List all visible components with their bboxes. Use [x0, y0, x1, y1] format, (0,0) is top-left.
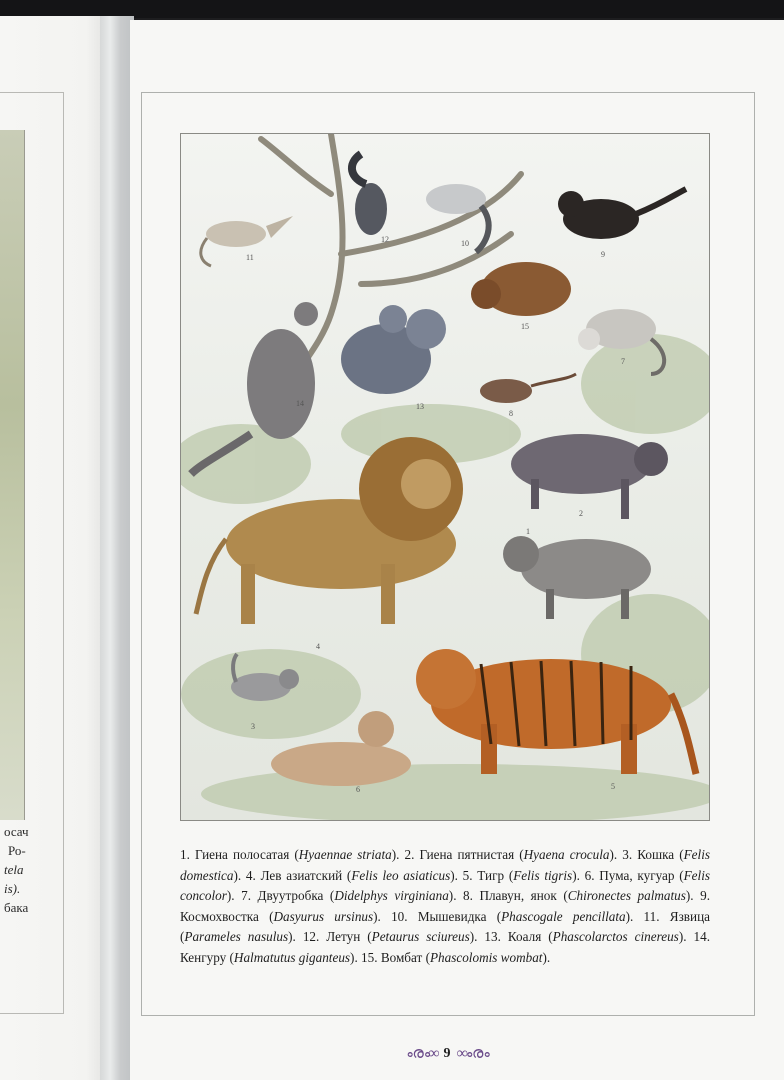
figure-number-14: 14 [296, 399, 304, 408]
figure-number-5: 5 [611, 782, 615, 791]
figure-number-10: 10 [461, 239, 469, 248]
book-gutter [100, 16, 134, 1080]
caption-scientific-name: Felis concolor [180, 867, 710, 904]
figure-number-2: 2 [579, 509, 583, 518]
figure-number-12: 12 [381, 235, 389, 244]
caption-text: ). 13. Коаля ( [469, 929, 553, 945]
ornament-right-icon: ∞ൟ [456, 1045, 488, 1062]
caption-scientific-name: Halmatutus giganteus [233, 949, 351, 965]
caption-scientific-name: Hyaennae striata [298, 847, 392, 862]
caption-scientific-name: Parameles nasulus [184, 929, 289, 945]
animal-plate-illustration [180, 133, 710, 821]
caption-text: ). 5. Тигр ( [450, 867, 514, 883]
caption-text: ). 7. Двуутробка ( [226, 888, 335, 904]
caption-scientific-name: Phascogale pencillata [501, 908, 626, 924]
caption-scientific-name: Petaurus sciureus [371, 929, 470, 945]
figure-number-13: 13 [416, 402, 424, 411]
caption-text: 1. Гиена полосатая ( [180, 847, 299, 862]
caption-text: ). 15. Вомбат ( [350, 949, 430, 965]
caption-scientific-name: Didelphys virginiana [334, 888, 449, 904]
caption-text: ). 4. Лев азиатский ( [233, 867, 352, 883]
caption-scientific-name: Felis tigris [513, 867, 573, 883]
caption-scientific-name: Phascolomis wombat [429, 949, 543, 965]
left-caption-line: is). [4, 881, 21, 896]
figure-number-15: 15 [521, 322, 529, 331]
left-caption-line: Ро- [8, 843, 26, 858]
figure-number-8: 8 [509, 409, 513, 418]
caption-text: ). 10. Мышевидка ( [373, 908, 502, 924]
page-footer [388, 1042, 506, 1066]
figure-number-4: 4 [316, 642, 320, 651]
caption-scientific-name: Felis domestica [180, 847, 710, 883]
figure-number-9: 9 [601, 250, 605, 259]
caption-text: ). [542, 949, 551, 965]
caption-text: ). 9. Космохвостка ( [180, 888, 710, 924]
figure-number-11: 11 [246, 253, 254, 262]
figure-number-1: 1 [526, 527, 530, 536]
caption-scientific-name: Phascolarctos cinereus [552, 929, 679, 945]
plate-caption [180, 845, 710, 969]
page-number: 9 [443, 1046, 451, 1061]
ornament-left-icon: ൟ∞ [406, 1045, 438, 1062]
left-caption-line: бака [4, 900, 29, 915]
caption-text: ). 11. Язвица ( [180, 908, 711, 945]
left-page-illustration [0, 130, 25, 820]
caption-scientific-name: Hyaena crocula [523, 847, 610, 862]
caption-text: ). 8. Плавун, янок ( [448, 888, 568, 904]
figure-number-6: 6 [356, 785, 360, 794]
caption-text: ). 14. Кенгуру ( [180, 929, 710, 965]
caption-scientific-name: Felis leo asiaticus [351, 867, 451, 883]
plate-artwork [181, 134, 709, 820]
figure-number-3: 3 [251, 722, 255, 731]
caption-scientific-name: Dasyurus ursinus [273, 908, 374, 924]
caption-text: ). 2. Гиена пятнистая ( [391, 847, 524, 862]
caption-text: ). 6. Пума, кугуар ( [572, 867, 684, 883]
caption-scientific-name: Chironectes palmatus [567, 888, 686, 904]
caption-text: ). 3. Кошка ( [609, 847, 684, 862]
figure-number-7: 7 [621, 357, 625, 366]
left-page-caption [0, 822, 29, 917]
left-caption-line: осач [4, 824, 29, 839]
caption-text: ). 12. Летун ( [288, 929, 372, 945]
left-caption-line: tela [4, 862, 24, 877]
